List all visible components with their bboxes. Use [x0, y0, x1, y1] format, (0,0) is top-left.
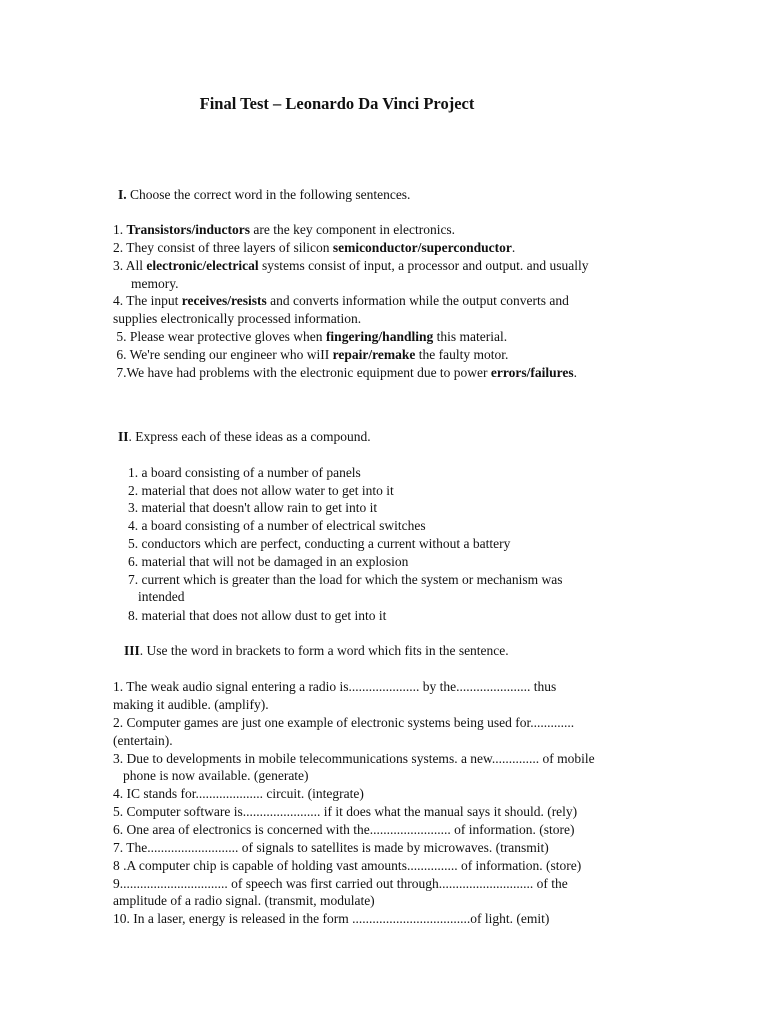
section-1-item-continuation: supplies electronically processed information.: [113, 311, 362, 326]
section-1-numeral: I.: [118, 187, 127, 202]
section-1-heading: [118, 186, 410, 203]
section-2-item-continuation: intended: [138, 589, 185, 604]
section-3-item: 8 .A computer chip is capable of holding vast amounts............... of information. (store): [113, 858, 582, 873]
section-1-item: 6. We're sending our engineer who wiII repair/remake the faulty motor.: [113, 347, 509, 362]
section-3-item: 4. IC stands for.................... circuit. (integrate): [113, 786, 364, 801]
section-3-item-continuation: amplitude of a radio signal. (transmit, modulate): [113, 893, 375, 908]
section-2-item: 4. a board consisting of a number of electrical switches: [128, 518, 426, 533]
section-1-item-continuation: memory.: [131, 276, 179, 291]
section-2-item: 7. current which is greater than the load for which the system or mechanism was: [128, 572, 563, 587]
section-2-heading: [118, 428, 371, 445]
section-3-item: 10. In a laser, energy is released in the form ...................................of light. (emit): [113, 911, 550, 926]
section-3-instruction: . Use the word in brackets to form a word which fits in the sentence.: [139, 643, 509, 658]
section-1-item: 7.We have had problems with the electronic equipment due to power errors/failures.: [113, 365, 578, 380]
section-3-item: 7. The........................... of signals to satellites is made by microwaves. (transmit): [113, 840, 549, 855]
section-2-item: 3. material that doesn't allow rain to get into it: [128, 500, 378, 515]
section-2-item: 1. a board consisting of a number of panels: [128, 465, 361, 480]
section-3-item: 1. The weak audio signal entering a radio is..................... by the...................... thus: [113, 679, 557, 694]
page-title: Final Test – Leonardo Da Vinci Project: [199, 94, 475, 113]
section-1-item: 5. Please wear protective gloves when fingering/handling this material.: [113, 329, 508, 344]
section-2-item: 5. conductors which are perfect, conducting a current without a battery: [128, 536, 511, 551]
section-1-item: 2. They consist of three layers of silicon semiconductor/superconductor.: [113, 240, 516, 255]
section-2-item: 8. material that does not allow dust to get into it: [128, 608, 387, 623]
section-3-item: 9................................ of speech was first carried out through............................ of the: [113, 876, 568, 891]
section-1-item: 3. All electronic/electrical systems consist of input, a processor and output. and usually: [113, 258, 589, 273]
section-1-item: 4. The input receives/resists and converts information while the output converts and: [113, 293, 569, 308]
section-2-instruction: . Express each of these ideas as a compound.: [128, 429, 371, 444]
section-2-item: 2. material that does not allow water to get into it: [128, 483, 394, 498]
section-3-heading: [124, 642, 509, 659]
section-3-item-continuation: (entertain).: [113, 733, 173, 748]
section-3-item: 5. Computer software is....................... if it does what the manual says it should. (rely): [113, 804, 578, 819]
section-3-item: 6. One area of electronics is concerned with the........................ of information. (store): [113, 822, 575, 837]
section-3-item: 3. Due to developments in mobile telecommunications systems. a new.............. of mobile: [113, 751, 595, 766]
section-2-numeral: II: [118, 429, 129, 444]
section-1-item: 1. Transistors/inductors are the key component in electronics.: [113, 222, 456, 237]
section-1-instruction: Choose the correct word in the following sentences.: [126, 187, 411, 202]
section-2-item: 6. material that will not be damaged in an explosion: [128, 554, 409, 569]
section-3-item-continuation: making it audible. (amplify).: [113, 697, 269, 712]
section-3-item-continuation: phone is now available. (generate): [123, 768, 309, 783]
section-3-item: 2. Computer games are just one example of electronic systems being used for.............: [113, 715, 575, 730]
section-3-numeral: III: [124, 643, 140, 658]
